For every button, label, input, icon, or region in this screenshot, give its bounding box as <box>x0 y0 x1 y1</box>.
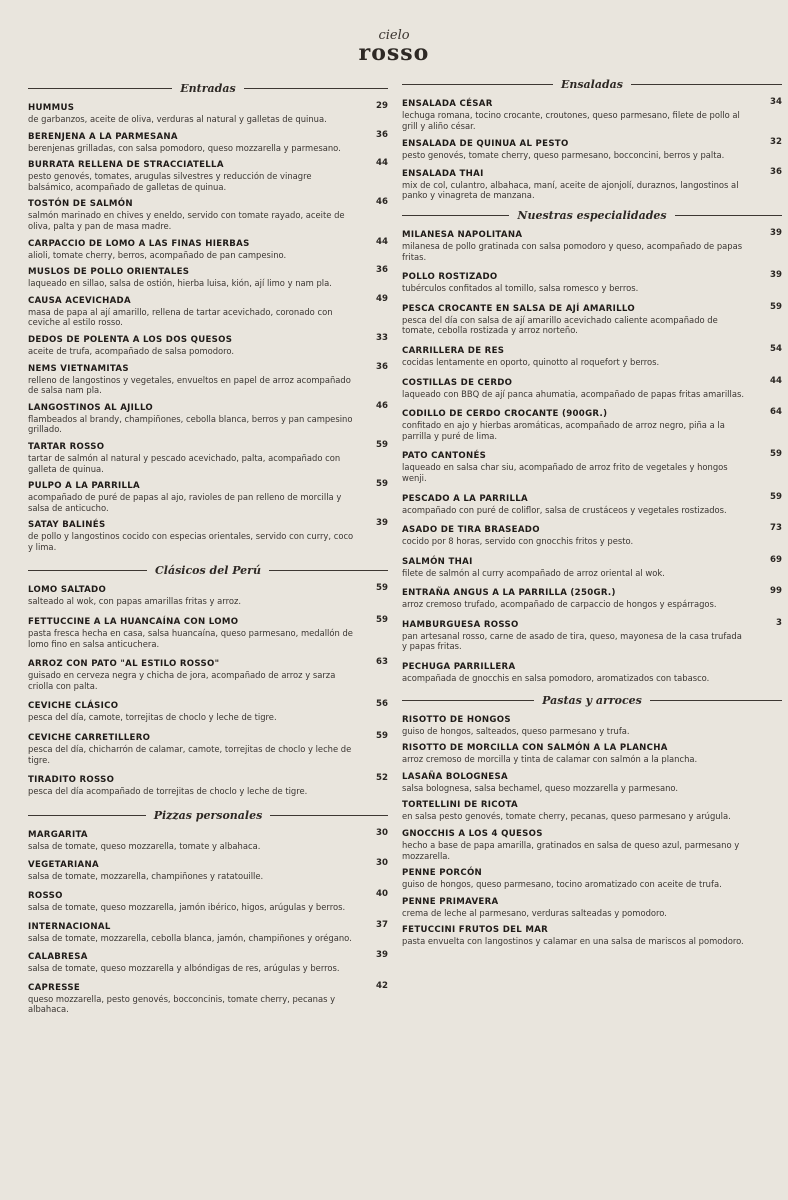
item-name: ENSALADA THAI <box>402 168 484 179</box>
divider <box>402 700 534 701</box>
menu-item <box>28 129 388 154</box>
item-price: 44 <box>376 158 388 169</box>
menu-item <box>28 520 388 552</box>
item-description: acompañada de gnocchis en salsa pomodoro, aromatizados con tabasco. <box>402 673 710 684</box>
menu-item <box>28 980 388 1015</box>
item-price: 64 <box>770 407 782 418</box>
section-entradas <box>28 82 388 552</box>
menu-item <box>28 585 388 607</box>
item-name: ROSSO <box>28 891 63 901</box>
item-description: arroz cremoso de morcilla y tinta de calamar con salmón a la plancha. <box>402 754 698 765</box>
item-description: acompañado con puré de coliflor, salsa de crustáceos y vegetales rostizados. <box>402 504 727 515</box>
menu-item <box>402 451 782 483</box>
menu-item <box>28 439 388 474</box>
item-description: masa de papa al ají amarillo, rellena de tartar acevichado, coronado con ceviche al estilo rosso. <box>28 306 333 328</box>
menu-item <box>402 588 782 610</box>
item-name: TARTAR ROSSO <box>28 441 105 452</box>
item-name: COSTILLAS DE CERDO <box>402 377 513 388</box>
item-price: 59 <box>376 439 388 450</box>
item-name: RISOTTO DE MORCILLA CON SALMÓN A LA PLANCHA <box>402 743 668 754</box>
item-description: crema de leche al parmesano, verduras salteadas y pomodoro. <box>402 907 667 918</box>
item-price: 59 <box>376 479 388 490</box>
item-price: 59 <box>376 731 388 742</box>
item-description: confitado en ajo y hierbas aromáticas, acompañado de arroz negro, piña a la parrilla y puré de lima. <box>402 420 725 441</box>
menu-item <box>402 409 782 441</box>
item-description: pan artesanal rosso, carne de asado de tira, queso, mayonesa de la casa trufada y papas fritas. <box>402 630 742 652</box>
divider <box>28 815 146 816</box>
item-description: acompañado de puré de papas al ajo, ravioles de pan relleno de morcilla y salsa de anticucho. <box>28 492 342 513</box>
item-price: 39 <box>770 270 782 281</box>
item-description: salteado al wok, con papas amarillas fritas y arroz. <box>28 596 242 607</box>
item-name: MILANESA NAPOLITANA <box>402 229 523 240</box>
menu-item <box>402 925 782 947</box>
item-description: tartar de salmón al natural y pescado acevichado, palta, acompañado con galleta de quinua. <box>28 452 341 474</box>
item-name: PENNE PORCÓN <box>402 868 483 879</box>
item-description: lechuga romana, tocino crocante, croutones, queso parmesano, filete de pollo al grill y aliño césar. <box>402 110 740 131</box>
item-description: guisado en cerveza negra y chicha de jora, acompañado de arroz y sarza criolla con palta. <box>28 670 336 691</box>
item-name: HUMMUS <box>28 103 75 113</box>
section-title: Pizzas personales <box>153 808 263 822</box>
item-name: BURRATA RELLENA DE STRACCIATELLA <box>28 160 224 171</box>
section-title: Entradas <box>180 82 236 95</box>
item-name: CARPACCIO DE LOMO A LAS FINAS HIERBAS <box>28 238 250 249</box>
item-description: laqueado en sillao, salsa de ostión, hierba luisa, kión, ají limo y nam pla. <box>28 278 332 289</box>
item-name: ENTRAÑA ANGUS A LA PARRILLA (250GR.) <box>402 588 616 599</box>
menu-item <box>28 919 388 944</box>
item-description: laqueado con BBQ de ají panca ahumatia, acompañado de papas fritas amarillas. <box>402 388 744 399</box>
item-description: pesto genovés, tomates, arugulas silvestres y reducción de vinagre balsámico, acompañado de galletas de quinua. <box>28 171 312 192</box>
menu-item <box>402 800 782 822</box>
section-header <box>28 809 388 822</box>
menu-item <box>402 343 782 368</box>
item-description: flambeados al brandy, champiñones, cebolla blanca, berros y pan campesino grillado. <box>28 413 353 435</box>
menu-item <box>402 301 782 336</box>
item-description: cocidas lentamente en oporto, quinotto al roquefort y berros. <box>402 356 660 367</box>
section-title: Ensaladas <box>560 78 624 91</box>
menu-item <box>28 891 388 913</box>
item-description: aceite de trufa, acompañado de salsa pomodoro. <box>28 345 235 356</box>
section-header <box>28 82 388 95</box>
menu-item <box>402 617 782 652</box>
item-price: 59 <box>376 583 388 594</box>
item-name: VEGETARIANA <box>28 860 99 871</box>
item-description: pasta fresca hecha en casa, salsa huancaína, queso parmesano, medallón de lomo fino en salsa anticuchera. <box>28 628 353 649</box>
divider <box>270 815 388 816</box>
item-description: alioli, tomate cherry, berros, acompañado de pan campesino. <box>28 249 287 260</box>
item-price: 56 <box>376 699 388 710</box>
menu-item <box>28 827 388 852</box>
item-name: PECHUGA PARRILLERA <box>402 662 516 673</box>
item-price: 54 <box>770 343 782 354</box>
item-description: pesto genovés, tomate cherry, queso parmesano, bocconcini, berros y palta. <box>402 150 725 161</box>
section-title: Nuestras especialidades <box>517 208 667 222</box>
item-name: TOSTÓN DE SALMÓN <box>28 199 133 210</box>
item-price: 34 <box>770 97 782 107</box>
item-name: DEDOS DE POLENTA A LOS DOS QUESOS <box>28 334 233 345</box>
menu-item <box>28 952 388 974</box>
item-name: TORTELLINI DE RICOTA <box>402 800 518 811</box>
item-name: PATO CANTONÉS <box>402 451 487 462</box>
item-price: 59 <box>376 615 388 626</box>
left-column <box>28 80 388 1024</box>
restaurant-logo <box>0 30 788 64</box>
menu-item <box>28 701 388 723</box>
item-price: 39 <box>770 227 782 238</box>
item-price: 44 <box>770 375 782 386</box>
item-price: 36 <box>376 265 388 276</box>
section-title: Pastas y arroces <box>542 693 642 707</box>
menu-item <box>28 103 388 125</box>
divider <box>28 570 147 571</box>
item-name: BERENJENA A LA PARMESANA <box>28 131 178 142</box>
menu-item <box>402 772 782 794</box>
item-name: FETTUCCINE A LA HUANCAÍNA CON LOMO <box>28 617 239 628</box>
item-name: CEVICHE CARRETILLERO <box>28 733 151 744</box>
section-header <box>402 78 782 91</box>
item-description: de garbanzos, aceite de oliva, verduras al natural y galletas de quinua. <box>28 114 327 124</box>
item-price: 49 <box>376 293 388 304</box>
item-name: ENSALADA DE QUINUA AL PESTO <box>402 139 569 150</box>
item-name: CAPRESSE <box>28 982 81 993</box>
item-name: NEMS VIETNAMITAS <box>28 363 129 374</box>
item-price: 30 <box>376 827 388 838</box>
item-description: tubérculos confitados al tomillo, salsa romesco y berros. <box>402 283 639 294</box>
item-description: laqueado en salsa char siu, acompañado de arroz frito de vegetales y hongos wenji. <box>402 462 728 483</box>
menu-item <box>402 554 782 579</box>
item-name: ARROZ CON PATO "AL ESTILO ROSSO" <box>28 659 220 670</box>
menu-item <box>28 160 388 192</box>
item-description: guiso de hongos, salteados, queso parmesano y trufa. <box>402 725 630 736</box>
item-description: relleno de langostinos y vegetales, envueltos en papel de arroz acompañado de salsa nam pla. <box>28 374 351 396</box>
menu-item <box>28 267 388 289</box>
item-name: PESCA CROCANTE EN SALSA DE AJÍ AMARILLO <box>402 303 635 314</box>
item-price: 44 <box>376 236 388 247</box>
menu-item <box>28 400 388 435</box>
section-clasicos <box>28 564 388 796</box>
item-name: TIRADITO ROSSO <box>28 775 115 786</box>
item-description: filete de salmón al curry acompañado de arroz oriental al wok. <box>402 567 665 578</box>
item-price: 3 <box>776 617 782 628</box>
item-price: 52 <box>376 773 388 784</box>
section-pizzas <box>28 809 388 1015</box>
item-description: salsa bolognesa, salsa bechamel, queso mozzarella y parmesano. <box>402 782 679 793</box>
item-description: mix de col, culantro, albahaca, maní, aceite de ajonjolí, duraznos, langostinos al panko y vinagreta de manzana. <box>402 179 739 201</box>
logo-line-1: cielo <box>378 28 410 43</box>
item-name: CARRILLERA DE RES <box>402 345 505 356</box>
item-name: HAMBURGUESA ROSSO <box>402 619 519 630</box>
item-name: ENSALADA CÉSAR <box>402 99 493 109</box>
item-price: 30 <box>376 858 388 869</box>
menu-item <box>402 227 782 262</box>
section-ensaladas <box>402 78 782 201</box>
item-price: 39 <box>376 518 388 529</box>
item-price: 40 <box>376 889 388 899</box>
item-price: 59 <box>770 301 782 312</box>
item-name: LOMO SALTADO <box>28 585 107 596</box>
item-price: 37 <box>376 919 388 930</box>
item-name: RISOTTO DE HONGOS <box>402 714 511 725</box>
item-name: CEVICHE CLÁSICO <box>28 701 119 712</box>
item-price: 59 <box>770 491 782 502</box>
item-price: 69 <box>770 554 782 565</box>
menu-item <box>402 897 782 919</box>
section-header <box>402 694 782 707</box>
item-price: 42 <box>376 980 388 991</box>
divider <box>631 84 782 85</box>
item-description: pasta envuelta con langostinos y calamar en una salsa de mariscos al pomodoro. <box>402 936 744 947</box>
menu-item <box>402 99 782 131</box>
item-name: POLLO ROSTIZADO <box>402 272 498 283</box>
item-price: 99 <box>770 586 782 597</box>
item-price: 29 <box>376 101 388 111</box>
menu-item <box>402 491 782 516</box>
item-name: ASADO DE TIRA BRASEADO <box>402 525 540 536</box>
item-name: CALABRESA <box>28 952 88 963</box>
section-especialidades <box>402 209 782 684</box>
divider <box>269 570 388 571</box>
item-price: 36 <box>376 361 388 372</box>
item-description: salsa de tomate, mozzarella, cebolla blanca, jamón, champiñones y orégano. <box>28 932 352 943</box>
item-name: GNOCCHIS A LOS 4 QUESOS <box>402 829 543 840</box>
menu-item <box>402 166 782 201</box>
item-description: berenjenas grilladas, con salsa pomodoro, queso mozzarella y parmesano. <box>28 142 341 153</box>
divider <box>244 88 388 89</box>
item-description: pesca del día, camote, torrejitas de choclo y leche de tigre. <box>28 712 277 723</box>
divider <box>402 215 509 216</box>
logo-line-2: rosso <box>358 40 430 66</box>
menu-item <box>402 829 782 861</box>
menu-item <box>402 525 782 547</box>
menu-item <box>28 199 388 231</box>
menu-item <box>402 715 782 737</box>
item-description: arroz cremoso trufado, acompañado de carpaccio de hongos y espárragos. <box>402 599 717 610</box>
item-price: 36 <box>376 129 388 140</box>
item-price: 63 <box>376 657 388 668</box>
menu-item <box>28 659 388 691</box>
item-description: salsa de tomate, queso mozzarella, jamón ibérico, higos, arúgulas y berros. <box>28 902 346 912</box>
menu-item <box>402 139 782 161</box>
section-title: Clásicos del Perú <box>155 564 261 578</box>
item-description: en salsa pesto genovés, tomate cherry, pecanas, queso parmesano y arúgula. <box>402 811 731 822</box>
item-description: de pollo y langostinos cocido con especias orientales, servido con curry, coco y lima. <box>28 531 354 552</box>
menu-item <box>402 662 782 684</box>
item-price: 39 <box>376 950 388 961</box>
item-name: SALMÓN THAI <box>402 556 473 567</box>
menu-item <box>402 272 782 294</box>
item-price: 59 <box>770 449 782 460</box>
item-name: CODILLO DE CERDO CROCANTE (900GR.) <box>402 409 608 420</box>
divider <box>650 700 782 701</box>
item-name: MUSLOS DE POLLO ORIENTALES <box>28 267 190 278</box>
menu-item <box>402 743 782 765</box>
item-name: LANGOSTINOS AL AJILLO <box>28 402 154 413</box>
divider <box>28 88 172 89</box>
item-name: LASAÑA BOLOGNESA <box>402 771 508 782</box>
item-name: FETUCCINI FRUTOS DEL MAR <box>402 925 549 936</box>
item-description: hecho a base de papa amarilla, gratinados en salsa de queso azul, parmesano y mozzarella. <box>402 840 740 861</box>
menu-item <box>28 860 388 882</box>
menu-item <box>28 775 388 797</box>
item-name: CAUSA ACEVICHADA <box>28 295 131 306</box>
item-description: guiso de hongos, queso parmesano, tocino aromatizado con aceite de trufa. <box>402 879 722 890</box>
section-header <box>402 209 782 222</box>
menu-item <box>28 293 388 328</box>
item-name: MARGARITA <box>28 829 88 840</box>
item-description: pesca del día, chicharrón de calamar, camote, torrejitas de choclo y leche de tigre. <box>28 744 352 765</box>
item-description: pesca del día con salsa de ají amarillo acevichado caliente acompañado de tomate, cebolla rostizada y arroz norteño. <box>402 314 718 336</box>
menu-item <box>28 332 388 357</box>
item-price: 46 <box>376 197 388 208</box>
item-description: salsa de tomate, queso mozzarella, tomate y albahaca. <box>28 840 261 851</box>
item-description: cocido por 8 horas, servido con gnocchis fritos y pesto. <box>402 536 634 547</box>
item-price: 33 <box>376 332 388 343</box>
menu-item <box>402 868 782 890</box>
item-price: 73 <box>770 523 782 534</box>
item-description: queso mozzarella, pesto genovés, bocconcinis, tomate cherry, pecanas y albahaca. <box>28 993 336 1015</box>
item-price: 32 <box>770 137 782 148</box>
item-name: INTERNACIONAL <box>28 921 111 932</box>
item-price: 46 <box>376 400 388 411</box>
item-description: pesca del día acompañado de torrejitas de choclo y leche de tigre. <box>28 786 308 797</box>
item-description: salmón marinado en chives y eneldo, servido con tomate rayado, aceite de oliva, palta y pan de masa madre. <box>28 210 345 231</box>
section-header <box>28 564 388 577</box>
item-name: PENNE PRIMAVERA <box>402 896 499 907</box>
right-column <box>402 76 782 954</box>
menu-item <box>28 733 388 765</box>
section-pastas <box>402 694 782 947</box>
item-name: SATAY BALINÉS <box>28 520 106 531</box>
menu-item <box>28 361 388 396</box>
item-description: milanesa de pollo gratinada con salsa pomodoro y queso, acompañado de papas fritas. <box>402 240 743 262</box>
item-name: PESCADO A LA PARRILLA <box>402 493 529 504</box>
item-price: 36 <box>770 166 782 177</box>
divider <box>675 215 782 216</box>
divider <box>402 84 553 85</box>
menu-item <box>402 375 782 400</box>
item-description: salsa de tomate, queso mozzarella y albóndigas de res, arúgulas y berros. <box>28 963 340 974</box>
item-description: salsa de tomate, mozzarella, champiñones y ratatouille. <box>28 871 264 882</box>
menu-item <box>28 617 388 649</box>
menu-item <box>28 236 388 261</box>
item-name: PULPO A LA PARRILLA <box>28 481 141 492</box>
menu-item <box>28 481 388 513</box>
